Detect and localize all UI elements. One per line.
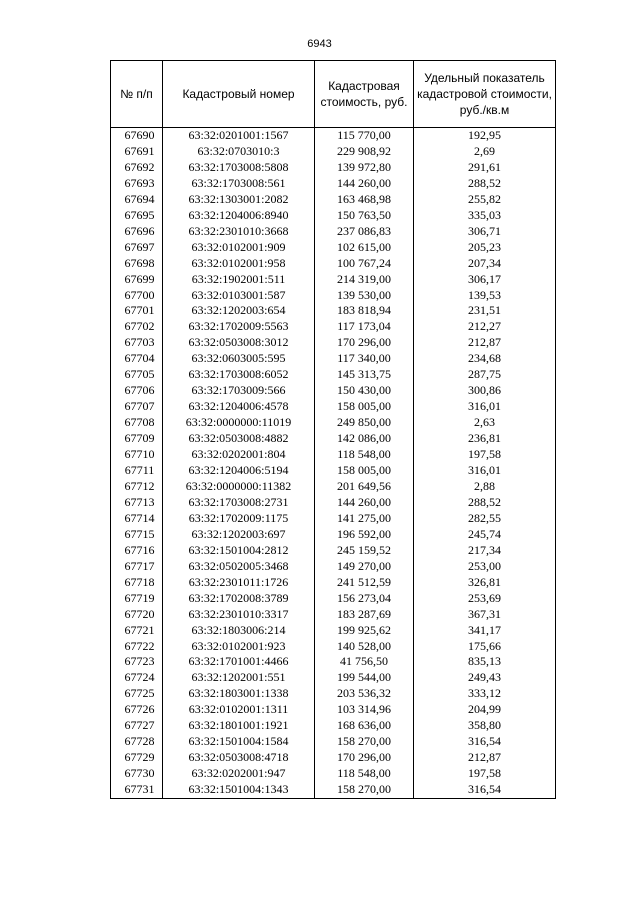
- cell-num: 67709: [111, 431, 163, 447]
- cell-num: 67723: [111, 654, 163, 670]
- table-row: [111, 272, 556, 288]
- cell-specific-indicator: 316,54: [414, 734, 556, 750]
- cell-cadastral-value: 139 530,00: [315, 288, 414, 304]
- cell-specific-indicator: 835,13: [414, 654, 556, 670]
- cell-specific-indicator: 306,17: [414, 272, 556, 288]
- cell-cadastral-value: 163 468,98: [315, 192, 414, 208]
- table-row: [111, 415, 556, 431]
- header-cadastral-value: Кадастровая стоимость, руб.: [315, 61, 414, 128]
- cell-num: 67725: [111, 686, 163, 702]
- cell-cadastral-number: 63:32:1902001:511: [163, 272, 315, 288]
- table-row: [111, 303, 556, 319]
- table-row: [111, 256, 556, 272]
- cell-num: 67720: [111, 607, 163, 623]
- cell-num: 67731: [111, 782, 163, 798]
- cell-cadastral-value: 115 770,00: [315, 128, 414, 144]
- page-number: 6943: [307, 38, 332, 50]
- cell-cadastral-number: 63:32:1801001:1921: [163, 718, 315, 734]
- table-row: [111, 479, 556, 495]
- cell-num: 67691: [111, 144, 163, 160]
- header-specific-indicator: Удельный показатель кадастровой стоимости, руб./кв.м: [414, 61, 556, 128]
- cell-num: 67716: [111, 543, 163, 559]
- table-row: [111, 288, 556, 304]
- cell-cadastral-number: 63:32:1701001:4466: [163, 654, 315, 670]
- table-row: [111, 702, 556, 718]
- table-row: [111, 431, 556, 447]
- table-row: [111, 591, 556, 607]
- cell-specific-indicator: 139,53: [414, 288, 556, 304]
- cell-cadastral-number: 63:32:0103001:587: [163, 288, 315, 304]
- table-row: [111, 734, 556, 750]
- cell-num: 67719: [111, 591, 163, 607]
- cell-cadastral-number: 63:32:1702009:5563: [163, 319, 315, 335]
- cell-num: 67697: [111, 240, 163, 256]
- cell-cadastral-value: 158 005,00: [315, 463, 414, 479]
- cell-cadastral-value: 199 544,00: [315, 670, 414, 686]
- cell-cadastral-number: 63:32:1703008:6052: [163, 367, 315, 383]
- cell-cadastral-value: 158 005,00: [315, 399, 414, 415]
- cell-cadastral-value: 139 972,80: [315, 160, 414, 176]
- cell-cadastral-number: 63:32:1202003:697: [163, 527, 315, 543]
- cell-cadastral-value: 117 173,04: [315, 319, 414, 335]
- cell-cadastral-value: 183 287,69: [315, 607, 414, 623]
- cell-cadastral-number: 63:32:0503008:3012: [163, 335, 315, 351]
- cell-specific-indicator: 175,66: [414, 639, 556, 655]
- cell-cadastral-number: 63:32:1803006:214: [163, 623, 315, 639]
- table-row: [111, 367, 556, 383]
- cell-cadastral-value: 158 270,00: [315, 734, 414, 750]
- cell-num: 67710: [111, 447, 163, 463]
- cell-specific-indicator: 341,17: [414, 623, 556, 639]
- table-row: [111, 718, 556, 734]
- cell-cadastral-value: 196 592,00: [315, 527, 414, 543]
- cadastral-value-table: [110, 60, 556, 799]
- table-row: [111, 399, 556, 415]
- cell-num: 67729: [111, 750, 163, 766]
- cell-cadastral-number: 63:32:1501004:1584: [163, 734, 315, 750]
- cell-cadastral-value: 118 548,00: [315, 447, 414, 463]
- cell-cadastral-number: 63:32:1803001:1338: [163, 686, 315, 702]
- cell-specific-indicator: 335,03: [414, 208, 556, 224]
- cell-specific-indicator: 358,80: [414, 718, 556, 734]
- cell-specific-indicator: 236,81: [414, 431, 556, 447]
- cell-num: 67701: [111, 303, 163, 319]
- table-row: [111, 335, 556, 351]
- table-row: [111, 575, 556, 591]
- cell-num: 67715: [111, 527, 163, 543]
- cell-cadastral-value: 203 536,32: [315, 686, 414, 702]
- cell-specific-indicator: 306,71: [414, 224, 556, 240]
- cell-cadastral-number: 63:32:0000000:11019: [163, 415, 315, 431]
- cell-num: 67700: [111, 288, 163, 304]
- cell-cadastral-value: 144 260,00: [315, 495, 414, 511]
- table-row: [111, 240, 556, 256]
- cell-num: 67717: [111, 559, 163, 575]
- table-row: [111, 351, 556, 367]
- cell-specific-indicator: 212,27: [414, 319, 556, 335]
- cell-specific-indicator: 253,00: [414, 559, 556, 575]
- table-row: [111, 766, 556, 782]
- table-row: [111, 511, 556, 527]
- table-row: [111, 623, 556, 639]
- cell-num: 67721: [111, 623, 163, 639]
- table-row: [111, 686, 556, 702]
- cell-specific-indicator: 204,99: [414, 702, 556, 718]
- cell-specific-indicator: 249,43: [414, 670, 556, 686]
- table-row: [111, 527, 556, 543]
- cell-cadastral-value: 41 756,50: [315, 654, 414, 670]
- cell-cadastral-value: 241 512,59: [315, 575, 414, 591]
- table-row: [111, 559, 556, 575]
- cell-cadastral-value: 140 528,00: [315, 639, 414, 655]
- cell-num: 67695: [111, 208, 163, 224]
- cell-num: 67722: [111, 639, 163, 655]
- cell-cadastral-value: 144 260,00: [315, 176, 414, 192]
- table-row: [111, 463, 556, 479]
- cell-cadastral-value: 170 296,00: [315, 750, 414, 766]
- cell-specific-indicator: 333,12: [414, 686, 556, 702]
- table-row: [111, 176, 556, 192]
- cell-cadastral-number: 63:32:1202003:654: [163, 303, 315, 319]
- table-row: [111, 654, 556, 670]
- cell-cadastral-value: 150 763,50: [315, 208, 414, 224]
- cell-specific-indicator: 234,68: [414, 351, 556, 367]
- cell-specific-indicator: 282,55: [414, 511, 556, 527]
- cell-specific-indicator: 255,82: [414, 192, 556, 208]
- cell-specific-indicator: 212,87: [414, 335, 556, 351]
- cell-num: 67713: [111, 495, 163, 511]
- cell-cadastral-value: 170 296,00: [315, 335, 414, 351]
- table-row: [111, 447, 556, 463]
- cell-cadastral-number: 63:32:0102001:909: [163, 240, 315, 256]
- cell-specific-indicator: 316,01: [414, 463, 556, 479]
- cell-num: 67727: [111, 718, 163, 734]
- cell-num: 67714: [111, 511, 163, 527]
- cell-specific-indicator: 291,61: [414, 160, 556, 176]
- cell-cadastral-value: 245 159,52: [315, 543, 414, 559]
- cell-cadastral-value: 118 548,00: [315, 766, 414, 782]
- cell-num: 67712: [111, 479, 163, 495]
- cell-num: 67707: [111, 399, 163, 415]
- cell-cadastral-number: 63:32:1703008:2731: [163, 495, 315, 511]
- cell-cadastral-value: 117 340,00: [315, 351, 414, 367]
- cell-cadastral-value: 141 275,00: [315, 511, 414, 527]
- cell-specific-indicator: 245,74: [414, 527, 556, 543]
- cell-cadastral-number: 63:32:0202001:804: [163, 447, 315, 463]
- cell-num: 67711: [111, 463, 163, 479]
- table-row: [111, 160, 556, 176]
- table-row: [111, 319, 556, 335]
- cell-specific-indicator: 212,87: [414, 750, 556, 766]
- cell-num: 67699: [111, 272, 163, 288]
- cell-cadastral-number: 63:32:1703008:561: [163, 176, 315, 192]
- cell-cadastral-value: 183 818,94: [315, 303, 414, 319]
- cell-specific-indicator: 217,34: [414, 543, 556, 559]
- cell-num: 67706: [111, 383, 163, 399]
- cell-specific-indicator: 287,75: [414, 367, 556, 383]
- cell-cadastral-number: 63:32:1501004:2812: [163, 543, 315, 559]
- table-row: [111, 383, 556, 399]
- table-row: [111, 750, 556, 766]
- cell-cadastral-value: 150 430,00: [315, 383, 414, 399]
- cell-cadastral-value: 100 767,24: [315, 256, 414, 272]
- cell-cadastral-number: 63:32:2301010:3317: [163, 607, 315, 623]
- cell-cadastral-number: 63:32:2301010:3668: [163, 224, 315, 240]
- cell-specific-indicator: 2,88: [414, 479, 556, 495]
- table-header-row: [111, 61, 556, 128]
- cell-cadastral-number: 63:32:0502005:3468: [163, 559, 315, 575]
- cell-num: 67704: [111, 351, 163, 367]
- cell-cadastral-number: 63:32:0102001:958: [163, 256, 315, 272]
- cell-cadastral-number: 63:32:0201001:1567: [163, 128, 315, 144]
- cell-specific-indicator: 326,81: [414, 575, 556, 591]
- cell-specific-indicator: 197,58: [414, 447, 556, 463]
- cell-specific-indicator: 192,95: [414, 128, 556, 144]
- cell-cadastral-value: 237 086,83: [315, 224, 414, 240]
- cell-cadastral-value: 249 850,00: [315, 415, 414, 431]
- cell-specific-indicator: 2,63: [414, 415, 556, 431]
- cell-num: 67705: [111, 367, 163, 383]
- cell-num: 67703: [111, 335, 163, 351]
- cell-cadastral-number: 63:32:0603005:595: [163, 351, 315, 367]
- cell-cadastral-number: 63:32:0102001:923: [163, 639, 315, 655]
- header-num: № п/п: [111, 61, 163, 128]
- cell-cadastral-number: 63:32:0703010:3: [163, 144, 315, 160]
- cell-cadastral-number: 63:32:1204006:4578: [163, 399, 315, 415]
- cell-specific-indicator: 231,51: [414, 303, 556, 319]
- cell-specific-indicator: 253,69: [414, 591, 556, 607]
- cell-cadastral-number: 63:32:1204006:8940: [163, 208, 315, 224]
- table-row: [111, 639, 556, 655]
- cell-cadastral-value: 149 270,00: [315, 559, 414, 575]
- cell-specific-indicator: 288,52: [414, 495, 556, 511]
- table-body: [111, 128, 556, 799]
- cell-cadastral-number: 63:32:1702008:3789: [163, 591, 315, 607]
- cell-num: 67692: [111, 160, 163, 176]
- table-row: [111, 543, 556, 559]
- cell-num: 67728: [111, 734, 163, 750]
- cell-num: 67724: [111, 670, 163, 686]
- cell-specific-indicator: 316,01: [414, 399, 556, 415]
- cell-cadastral-value: 229 908,92: [315, 144, 414, 160]
- cell-cadastral-value: 156 273,04: [315, 591, 414, 607]
- cell-cadastral-number: 63:32:1703009:566: [163, 383, 315, 399]
- cell-cadastral-number: 63:32:1204006:5194: [163, 463, 315, 479]
- cell-cadastral-number: 63:32:1702009:1175: [163, 511, 315, 527]
- cell-cadastral-number: 63:32:1303001:2082: [163, 192, 315, 208]
- cell-cadastral-number: 63:32:0000000:11382: [163, 479, 315, 495]
- cell-specific-indicator: 300,86: [414, 383, 556, 399]
- cell-num: 67702: [111, 319, 163, 335]
- cell-cadastral-number: 63:32:1501004:1343: [163, 782, 315, 798]
- cell-specific-indicator: 2,69: [414, 144, 556, 160]
- cell-num: 67718: [111, 575, 163, 591]
- cell-num: 67698: [111, 256, 163, 272]
- cell-specific-indicator: 367,31: [414, 607, 556, 623]
- cell-specific-indicator: 288,52: [414, 176, 556, 192]
- cell-cadastral-number: 63:32:1202001:551: [163, 670, 315, 686]
- table-row: [111, 144, 556, 160]
- cell-cadastral-number: 63:32:2301011:1726: [163, 575, 315, 591]
- cell-cadastral-value: 158 270,00: [315, 782, 414, 798]
- table-row: [111, 128, 556, 144]
- table-row: [111, 224, 556, 240]
- cell-num: 67690: [111, 128, 163, 144]
- cell-specific-indicator: 207,34: [414, 256, 556, 272]
- cell-cadastral-number: 63:32:0202001:947: [163, 766, 315, 782]
- cell-cadastral-number: 63:32:0503008:4718: [163, 750, 315, 766]
- table-row: [111, 782, 556, 798]
- cell-specific-indicator: 197,58: [414, 766, 556, 782]
- cell-num: 67726: [111, 702, 163, 718]
- cell-cadastral-number: 63:32:0102001:1311: [163, 702, 315, 718]
- cell-num: 67696: [111, 224, 163, 240]
- cell-cadastral-number: 63:32:0503008:4882: [163, 431, 315, 447]
- cell-num: 67694: [111, 192, 163, 208]
- cell-num: 67708: [111, 415, 163, 431]
- cell-cadastral-value: 214 319,00: [315, 272, 414, 288]
- table-row: [111, 607, 556, 623]
- cell-cadastral-value: 168 636,00: [315, 718, 414, 734]
- cell-num: 67730: [111, 766, 163, 782]
- table-row: [111, 208, 556, 224]
- cell-cadastral-value: 201 649,56: [315, 479, 414, 495]
- table-row: [111, 670, 556, 686]
- cell-specific-indicator: 316,54: [414, 782, 556, 798]
- cell-cadastral-number: 63:32:1703008:5808: [163, 160, 315, 176]
- header-cadastral-number: Кадастровый номер: [163, 61, 315, 128]
- table-row: [111, 192, 556, 208]
- cell-cadastral-value: 145 313,75: [315, 367, 414, 383]
- table-row: [111, 495, 556, 511]
- cell-cadastral-value: 102 615,00: [315, 240, 414, 256]
- cell-cadastral-value: 103 314,96: [315, 702, 414, 718]
- cell-specific-indicator: 205,23: [414, 240, 556, 256]
- cell-cadastral-value: 142 086,00: [315, 431, 414, 447]
- cell-num: 67693: [111, 176, 163, 192]
- cell-cadastral-value: 199 925,62: [315, 623, 414, 639]
